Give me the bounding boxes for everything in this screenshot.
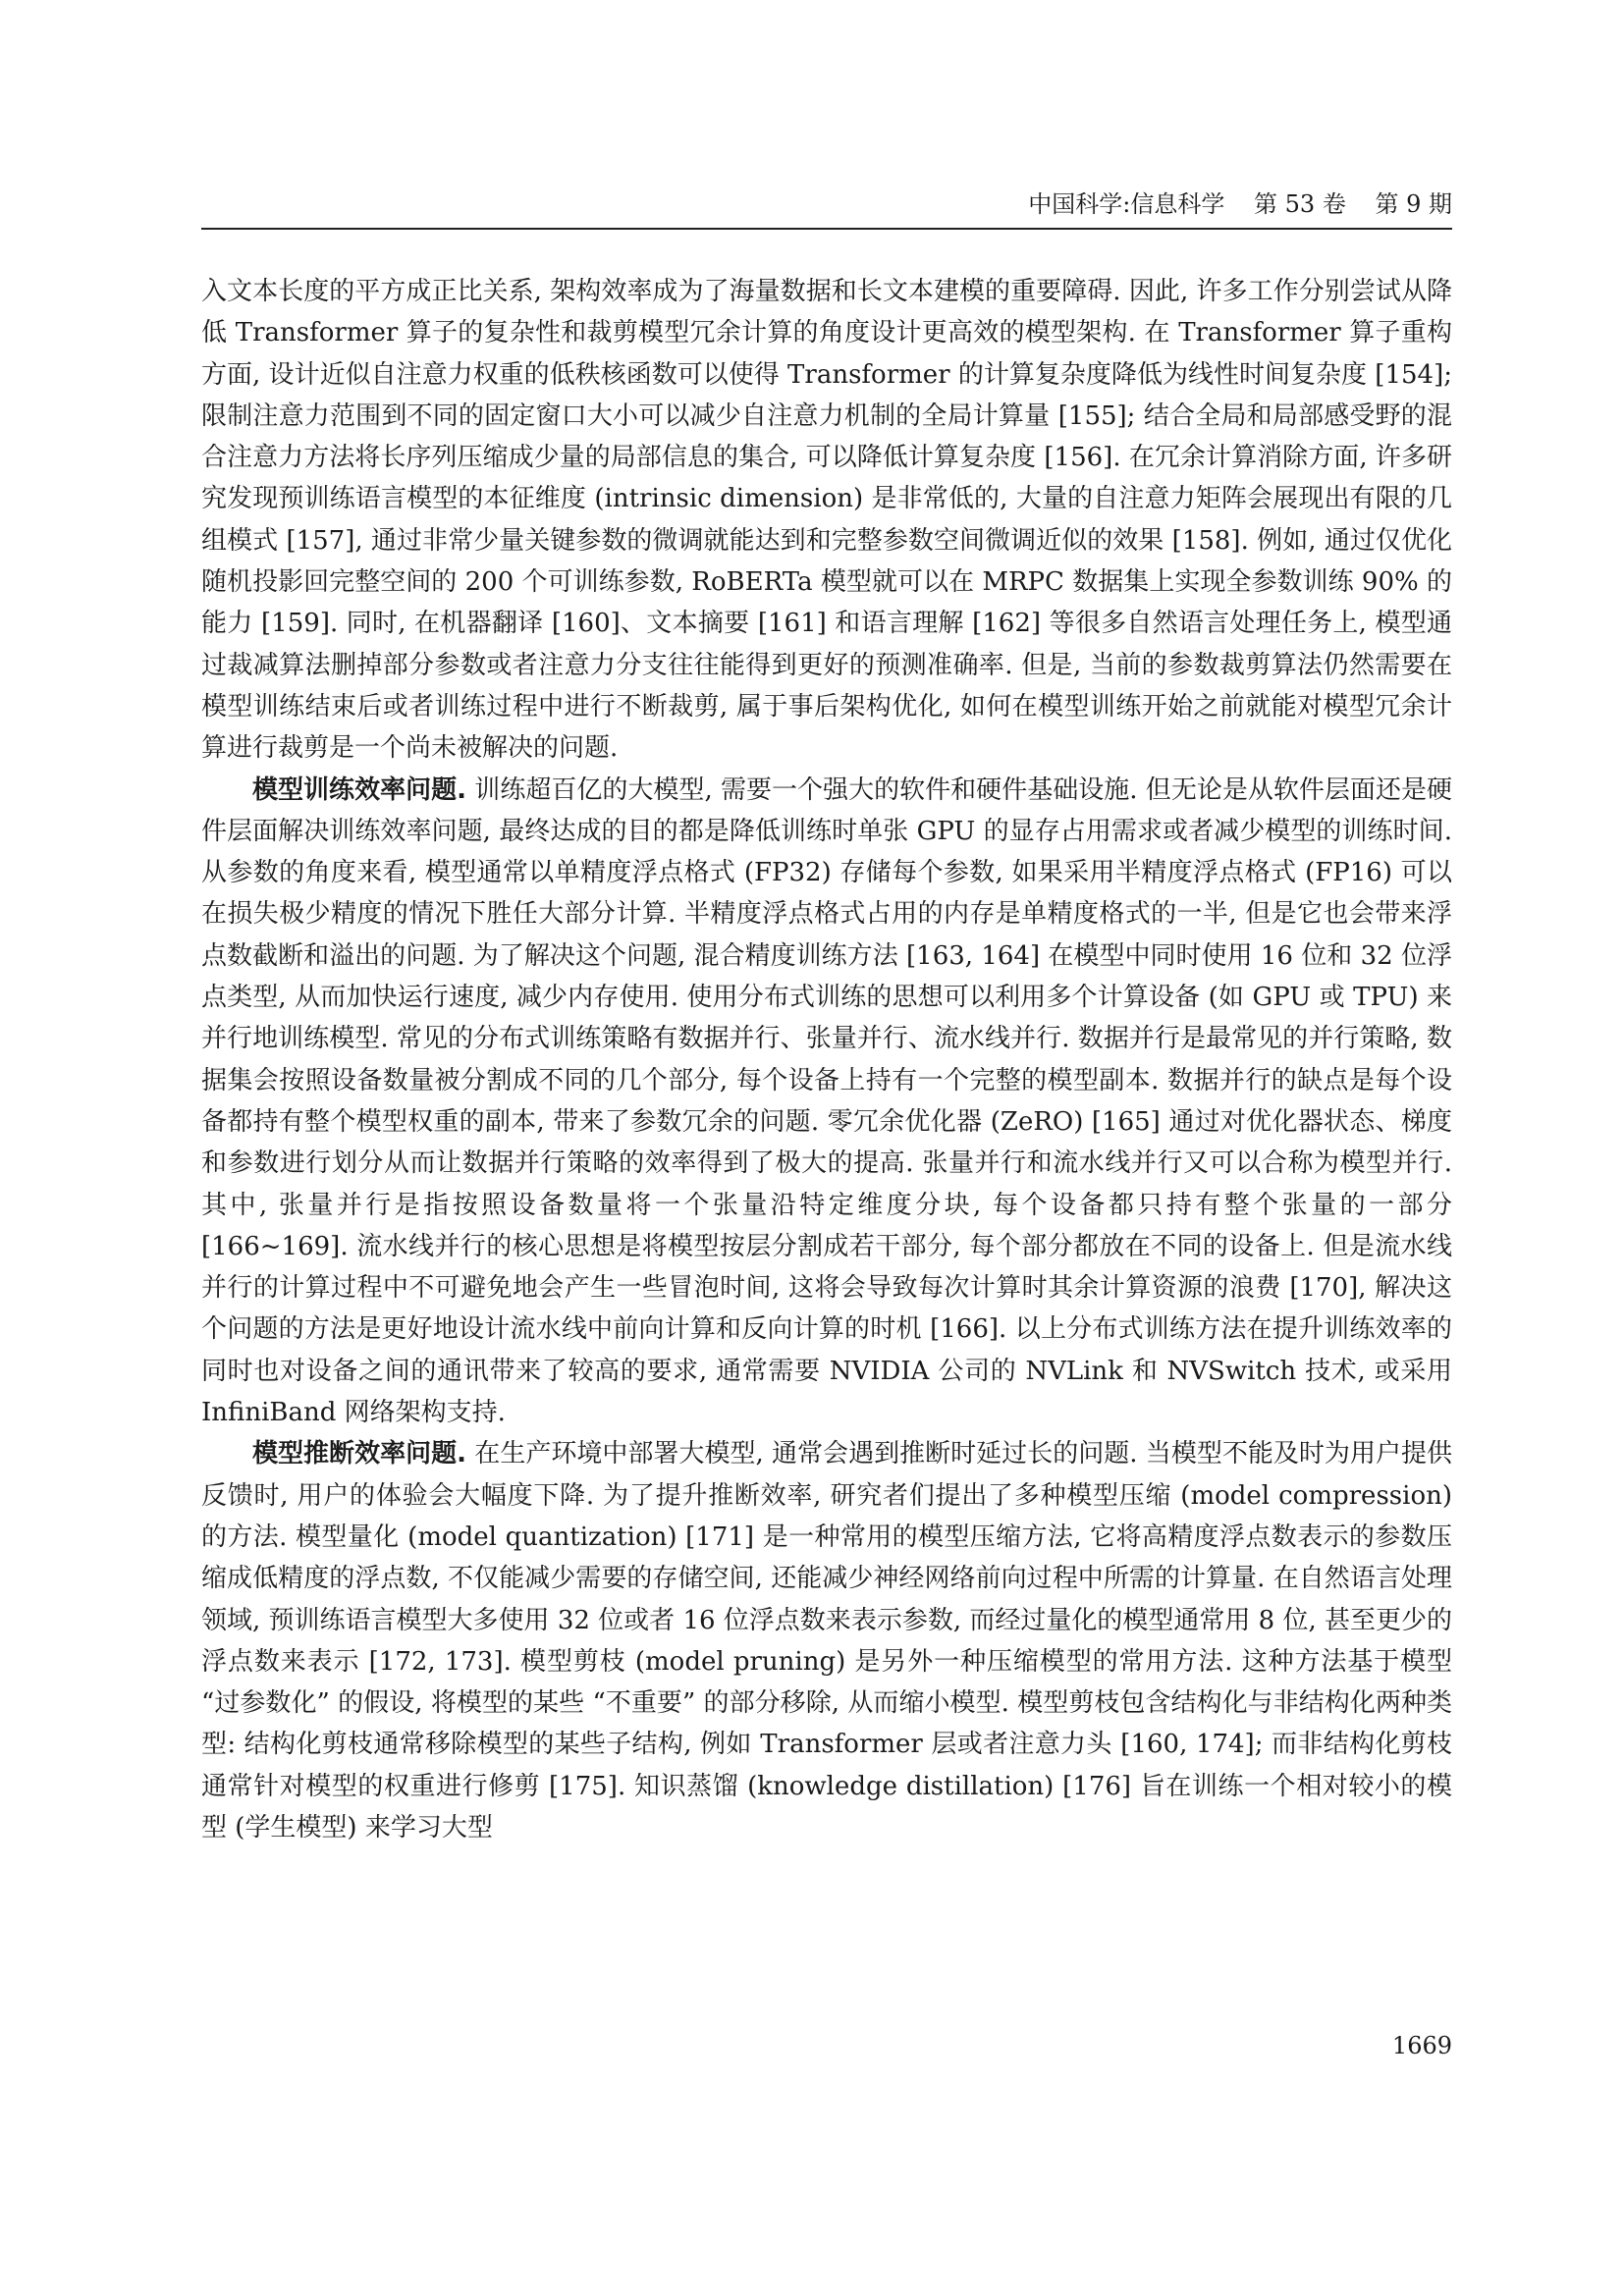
paragraph-heading: 模型推断效率问题. xyxy=(252,1439,467,1469)
paragraph-training-efficiency xyxy=(201,770,1452,1434)
volume-number: 第 53 卷 xyxy=(1254,190,1346,218)
paragraph-text: 入文本长度的平方成正比关系, 架构效率成为了海量数据和长文本建模的重要障碍. 因此, 许多工作分别尝试从降低 Transformer 算子的复杂性和裁剪模型冗余计算的角度设计更高效的模型架构. 在 Transformer 算子重构方面, 设计近似自注意力权重的低秩核函数可以使得 Transformer 的计算复杂度降低为线性时间复杂度 [154]; 限制注意力范围到不同的固定窗口大小可以减少自注意力机制的全局计算量 [155]; 结合全局和局部感受野的混合注意力方法将长序列压缩成少量的局部信息的集合, 可以降低计算复杂度 [156]. 在冗余计算消除方面, 许多研究发现预训练语言模型的本征维度 (intrinsic dimension) 是非常低的, 大量的自注意力矩阵会展现出有限的几组模式 [157], 通过非常少量关键参数的微调就能达到和完整参数空间微调近似的效果 [158]. 例如, 通过仅优化随机投影回完整空间的 200 个可训练参数, RoBERTa 模型就可以在 MRPC 数据集上实现全参数训练 90% 的能力 [159]. 同时, 在机器翻译 [160]、文本摘要 [161] 和语言理解 [162] 等很多自然语言处理任务上, 模型通过裁减算法删掉部分参数或者注意力分支往往能得到更好的预测准确率. 但是, 当前的参数裁剪算法仍然需要在模型训练结束后或者训练过程中进行不断裁剪, 属于事后架构优化, 如何在模型训练开始之前就能对模型冗余计算进行裁剪是一个尚未被解决的问题. xyxy=(201,277,1452,764)
running-header xyxy=(201,187,1452,230)
issue-number: 第 9 期 xyxy=(1375,190,1452,218)
paragraph-inference-efficiency xyxy=(201,1433,1452,1848)
paragraph-text: 训练超百亿的大模型, 需要一个强大的软件和硬件基础设施. 但无论是从软件层面还是硬件层面解决训练效率问题, 最终达成的目的都是降低训练时单张 GPU 的显存占用需求或者减少模型的训练时间. 从参数的角度来看, 模型通常以单精度浮点格式 (FP32) 存储每个参数, 如果采用半精度浮点格式 (FP16) 可以在损失极少精度的情况下胜任大部分计算. 半精度浮点格式占用的内存是单精度格式的一半, 但是它也会带来浮点数截断和溢出的问题. 为了解决这个问题, 混合精度训练方法 [163, 164] 在模型中同时使用 16 位和 32 位浮点类型, 从而加快运行速度, 减少内存使用. 使用分布式训练的思想可以利用多个计算设备 (如 GPU 或 TPU) 来并行地训练模型. 常见的分布式训练策略有数据并行、张量并行、流水线并行. 数据并行是最常见的并行策略, 数据集会按照设备数量被分割成不同的几个部分, 每个设备上持有一个完整的模型副本. 数据并行的缺点是每个设备都持有整个模型权重的副本, 带来了参数冗余的问题. 零冗余优化器 (ZeRO) [165] 通过对优化器状态、梯度和参数进行划分从而让数据并行策略的效率得到了极大的提高. 张量并行和流水线并行又可以合称为模型并行. 其中, 张量并行是指按照设备数量将一个张量沿特定维度分块, 每个设备都只持有整个张量的一部分 [166~169]. 流水线并行的核心思想是将模型按层分割成若干部分, 每个部分都放在不同的设备上. 但是流水线并行的计算过程中不可避免地会产生一些冒泡时间, 这将会导致每次计算时其余计算资源的浪费 [170], 解决这个问题的方法是更好地设计流水线中前向计算和反向计算的时机 [166]. 以上分布式训练方法在提升训练效率的同时也对设备之间的通讯带来了较高的要求, 通常需要 NVIDIA 公司的 NVLink 和 NVSwitch 技术, 或采用 InfiniBand 网络架构支持. xyxy=(201,774,1452,1428)
paragraph-architecture-efficiency xyxy=(201,271,1452,770)
page-number: 1669 xyxy=(1391,2032,1452,2059)
paragraph-heading: 模型训练效率问题. xyxy=(252,774,467,805)
journal-name: 中国科学:信息科学 xyxy=(1028,190,1225,218)
body-text xyxy=(201,271,1452,1848)
paragraph-text: 在生产环境中部署大模型, 通常会遇到推断时延过长的问题. 当模型不能及时为用户提供反馈时, 用户的体验会大幅度下降. 为了提升推断效率, 研究者们提出了多种模型压缩 (model compression) 的方法. 模型量化 (model quantization) [171] 是一种常用的模型压缩方法, 它将高精度浮点数表示的参数压缩成低精度的浮点数, 不仅能减少需要的存储空间, 还能减少神经网络前向过程中所需的计算量. 在自然语言处理领域, 预训练语言模型大多使用 32 位或者 16 位浮点数来表示参数, 而经过量化的模型通常用 8 位, 甚至更少的浮点数来表示 [172, 173]. 模型剪枝 (model pruning) 是另外一种压缩模型的常用方法. 这种方法基于模型 “过参数化” 的假设, 将模型的某些 “不重要” 的部分移除, 从而缩小模型. 模型剪枝包含结构化与非结构化两种类型: 结构化剪枝通常移除模型的某些子结构, 例如 Transformer 层或者注意力头 [160, 174]; 而非结构化剪枝通常针对模型的权重进行修剪 [175]. 知识蒸馏 (knowledge distillation) [176] 旨在训练一个相对较小的模型 (学生模型) 来学习大型 xyxy=(201,1439,1452,1842)
